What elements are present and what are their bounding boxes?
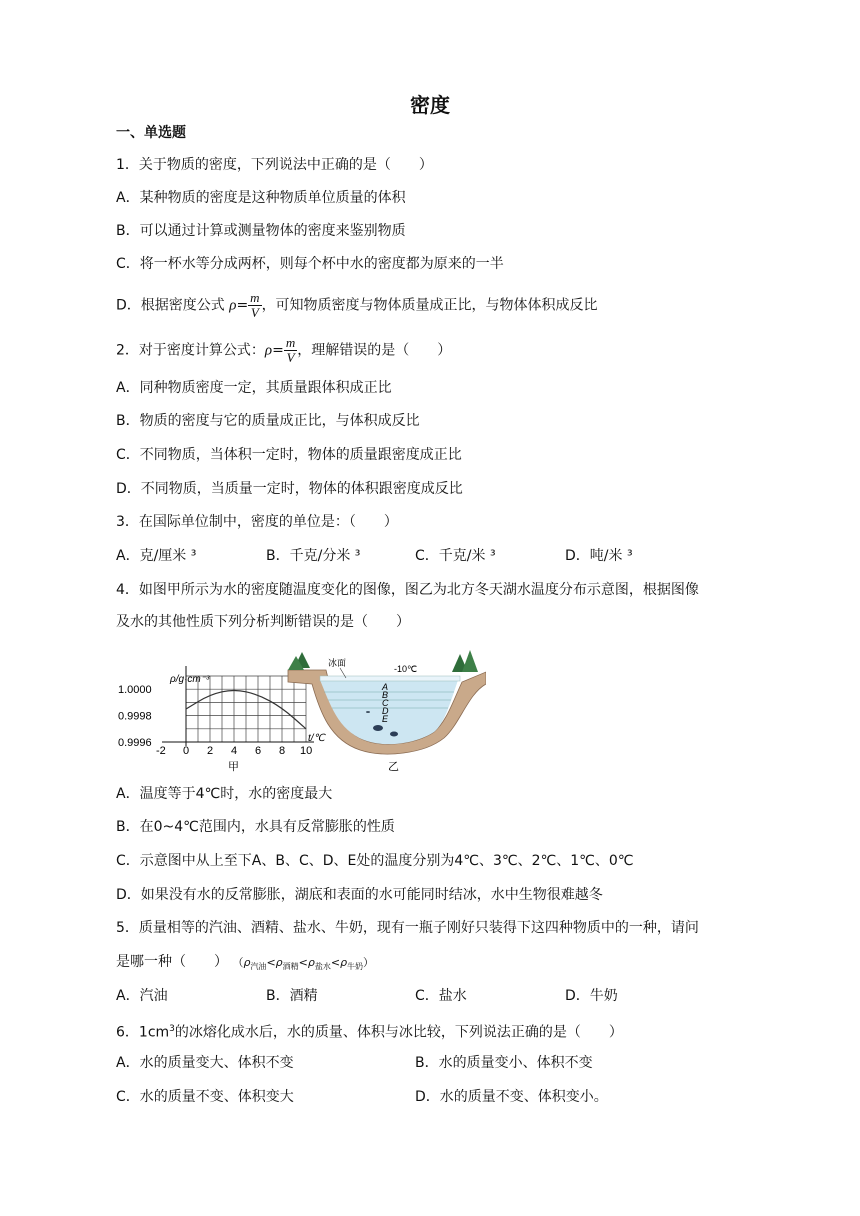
question-3-stem: 3．在国际单位制中，密度的单位是：（ ）: [116, 514, 398, 530]
page-title: 密度: [410, 93, 450, 117]
x-tick-label: 8: [279, 745, 286, 757]
layer-label-e: E: [382, 714, 389, 724]
q5-stem-text: 是哪一种（ ）: [116, 954, 228, 970]
q1-option-d-suffix: ，可知物质密度与物体质量成正比，与物体体积成反比: [261, 297, 598, 314]
layer-labels: [381, 682, 389, 724]
chart-xticks: [156, 745, 312, 757]
q5-option-c: C．盐水: [415, 988, 467, 1004]
q5-option-d: D．牛奶: [565, 988, 618, 1004]
formula-rho: ρ: [264, 342, 273, 359]
y-tick-label: 0.9996: [118, 737, 152, 749]
tree-icon-right: [452, 650, 478, 672]
density-formula-rho: ρ: [229, 297, 237, 314]
question-1-stem: 1．关于物质的密度，下列说法中正确的是（ ）: [116, 157, 433, 173]
q1-option-b: B．可以通过计算或测量物体的密度来鉴别物质: [116, 223, 406, 239]
question-5-stem-line1: 5．质量相等的汽油、酒精、盐水、牛奶，现有一瓶子刚好只装得下这四种物质中的一种，请问: [116, 920, 699, 936]
layer-label-c: C: [382, 698, 389, 708]
density-formula-fraction: [248, 291, 261, 320]
q5-density-condition: $(\rho_{汽油}<\rho_{酒精}<\rho_{盐水}<\rho_{牛奶})$: [232, 956, 375, 972]
q2-option-c: C．不同物质，当体积一定时，物体的质量跟密度成正比: [116, 447, 462, 463]
formula-denominator-2: V: [286, 350, 295, 365]
q4-option-b: B．在0~4℃范围内，水具有反常膨胀的性质: [116, 819, 395, 835]
figure-caption-jia: 甲: [228, 761, 239, 773]
q1-option-a: A．某种物质的密度是这种物质单位质量的体积: [116, 190, 406, 206]
air-temp-label: -10℃: [394, 664, 418, 674]
q5-option-a: A．汽油: [116, 988, 168, 1004]
formula-equals-2: =: [272, 342, 284, 359]
lake-diagram-yi: [288, 650, 486, 773]
q6-option-d: D．水的质量不变、体积变小。: [415, 1089, 608, 1105]
q4-option-d: D．如果没有水的反常膨胀，湖底和表面的水可能同时结冰，水中生物很难越冬: [116, 887, 603, 903]
tree-icon-left: [288, 652, 310, 670]
q4-option-a: A．温度等于4℃时，水的密度最大: [116, 786, 333, 802]
layer-label-b: B: [382, 690, 389, 700]
layer-label-d: D: [382, 706, 389, 716]
x-tick-label: 4: [231, 745, 238, 757]
layer-label-a: A: [382, 682, 389, 692]
q5-option-b: B．酒精: [266, 988, 318, 1004]
x-tick-label: 2: [207, 745, 214, 757]
q1-option-d-prefix: D．根据密度公式: [116, 297, 225, 314]
y-tick-label: 1.0000: [118, 684, 152, 697]
question-4-stem-line1: 4．如图甲所示为水的密度随温度变化的图像，图乙为北方冬天湖水温度分布示意图，根据图像: [116, 582, 699, 598]
q1-option-c: C．将一杯水等分成两杯，则每个杯中水的密度都为原来的一半: [116, 256, 504, 272]
q4-figures: [116, 642, 486, 774]
q1-option-d: [116, 291, 598, 320]
q4-option-c: C．示意图中从上至下A、B、C、D、E处的温度分别为4℃、3℃、2℃、1℃、0℃: [116, 853, 634, 869]
chart-yticks: [118, 684, 152, 749]
formula-fraction-2: [284, 336, 297, 365]
formula-equals: =: [236, 297, 249, 314]
q3-option-a: A．克/厘米 ³: [116, 548, 197, 564]
q6-option-c: C．水的质量不变、体积变大: [116, 1089, 294, 1105]
question-4-stem-line2: 及水的其他性质下列分析判断错误的是（ ）: [116, 614, 410, 630]
q2-option-a: A．同种物质密度一定，其质量跟体积成正比: [116, 380, 392, 396]
x-tick-label: 10: [300, 745, 313, 757]
q3-option-c: C．千克/米 ³: [415, 548, 496, 564]
chart-grid: [186, 676, 306, 742]
x-tick-label: 0: [183, 745, 190, 757]
q2-stem-prefix: 2．对于密度计算公式：: [116, 342, 265, 359]
formula-denominator: V: [250, 305, 259, 320]
x-tick-label: -2: [156, 745, 166, 757]
chart-ylabel: ρ/g·cm⁻³: [170, 674, 210, 685]
q2-option-b: B．物质的密度与它的质量成正比，与体积成反比: [116, 413, 420, 429]
q2-option-d: D．不同物质，当质量一定时，物体的体积跟密度成反比: [116, 481, 463, 497]
x-tick-label: 6: [255, 745, 262, 757]
section-heading: 一、单选题: [116, 125, 186, 141]
ice-surface-label: 冰面: [328, 658, 347, 668]
question-5-stem-line2: [116, 952, 374, 977]
figure-caption-yi: 乙: [388, 761, 399, 773]
q2-stem-suffix: ，理解错误的是（ ）: [297, 342, 452, 359]
q3-option-b: B．千克/分米 ³: [266, 548, 361, 564]
chart-xlabel: t/℃: [308, 733, 325, 744]
figure-container: [116, 642, 486, 778]
formula-numerator-2: m: [285, 335, 296, 350]
y-tick-label: 0.9998: [118, 710, 152, 723]
ice-layer: [320, 676, 460, 681]
question-2-stem: [116, 336, 451, 365]
formula-numerator: m: [250, 290, 260, 305]
q6-option-b: B．水的质量变小、体积不变: [415, 1055, 593, 1071]
q6-option-a: A．水的质量变大、体积不变: [116, 1055, 294, 1071]
q3-option-d: D．吨/米 ³: [565, 548, 633, 564]
question-6-stem: 6．$1cm^3$的冰熔化成水后，水的质量、体积与冰比较，下列说法正确的是（ ）: [116, 1024, 623, 1041]
